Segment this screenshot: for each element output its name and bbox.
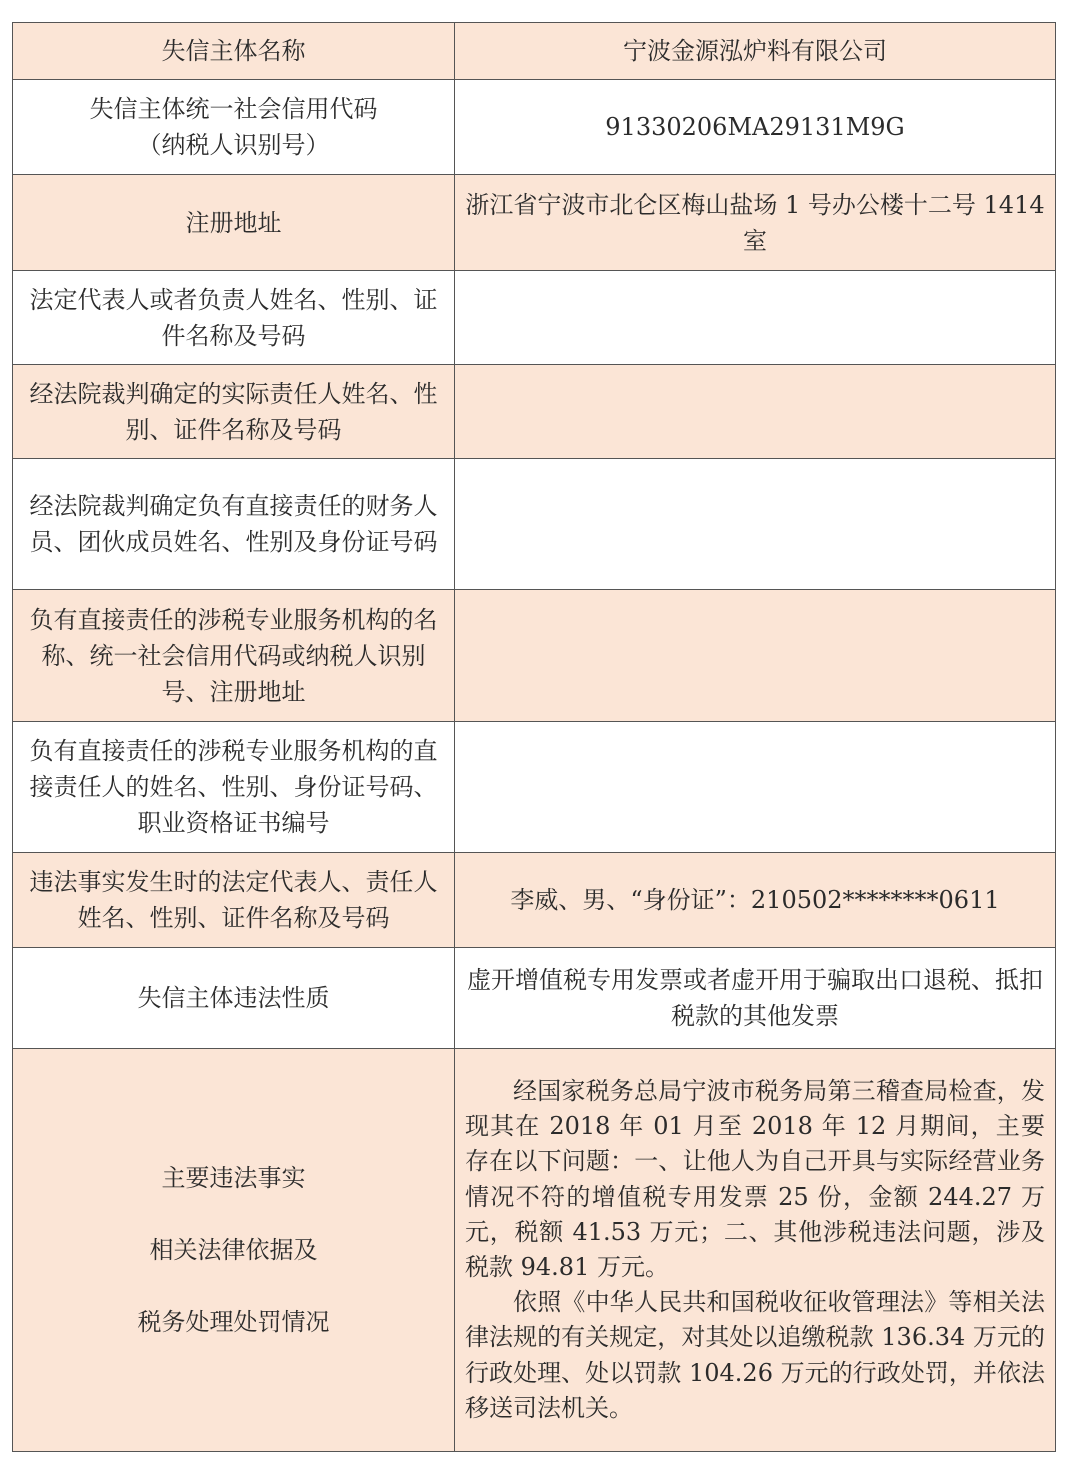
row-value-actual-responsible-person [455,365,1056,459]
table-row [13,175,1056,271]
table-row [13,23,1056,80]
row-value-credit-code: 91330206MA29131M9G [455,80,1056,175]
penalty-paragraph: 依照《中华人民共和国税收征收管理法》等相关法律法规的有关规定，对其处以追缴税款 136.34 万元的行政处理、处以罚款 104.26 万元的行政处罚，并依法移送司法机关。 [465,1288,1045,1422]
row-label-actual-responsible-person: 经法院裁判确定的实际责任人姓名、性别、证件名称及号码 [13,365,455,459]
row-value-violation-nature: 虚开增值税专用发票或者虚开用于骗取出口退税、抵扣税款的其他发票 [455,948,1056,1049]
row-value-entity-name: 宁波金源泓炉料有限公司 [455,23,1056,80]
row-label-finance-staff: 经法院裁判确定负有直接责任的财务人员、团伙成员姓名、性别及身份证号码 [13,459,455,590]
row-value-tax-service-agency [455,590,1056,722]
row-value-registered-address: 浙江省宁波市北仑区梅山盐场 1 号办公楼十二号 1414 室 [455,175,1056,271]
row-label-main-facts [13,1049,455,1452]
row-label-registered-address: 注册地址 [13,175,455,271]
row-value-main-facts [455,1049,1056,1452]
row-label-violation-nature: 失信主体违法性质 [13,948,455,1049]
label-line-main-facts: 主要违法事实 [161,1164,306,1192]
row-label-tax-service-agency: 负有直接责任的涉税专业服务机构的名称、统一社会信用代码或纳税人识别号、注册地址 [13,590,455,722]
table-row [13,853,1056,948]
table-row [13,948,1056,1049]
label-line-legal-basis: 相关法律依据及 [149,1236,318,1264]
row-value-finance-staff [455,459,1056,590]
table-row [13,365,1056,459]
row-value-agency-responsible-person [455,722,1056,853]
table-row [13,1049,1056,1452]
row-label-legal-representative: 法定代表人或者负责人姓名、性别、证件名称及号码 [13,271,455,365]
credit-disclosure-table [12,22,1056,1452]
row-label-credit-code: 失信主体统一社会信用代码 （纳税人识别号） [13,80,455,175]
row-label-representative-at-offense: 违法事实发生时的法定代表人、责任人姓名、性别、证件名称及号码 [13,853,455,948]
table-row [13,459,1056,590]
table-row [13,80,1056,175]
facts-paragraph: 经国家税务总局宁波市税务局第三稽查局检查，发现其在 2018 年 01 月至 2018 年 12 月期间，主要存在以下问题：一、让他人为自己开具与实际经营业务情况不符的增值税专用发票 25 份，金额 244.27 万元，税额 41.53 万元；二、其他涉税违法问题，涉及税款 94.81 万元。 [465,1076,1045,1281]
row-label-agency-responsible-person: 负有直接责任的涉税专业服务机构的直接责任人的姓名、性别、身份证号码、职业资格证书编号 [13,722,455,853]
table-row [13,271,1056,365]
label-line-penalty: 税务处理处罚情况 [137,1308,330,1336]
table-row [13,590,1056,722]
row-value-legal-representative [455,271,1056,365]
row-label-entity-name: 失信主体名称 [13,23,455,80]
table-row [13,722,1056,853]
row-value-representative-at-offense: 李威、男、“身份证”：210502********0611 [455,853,1056,948]
